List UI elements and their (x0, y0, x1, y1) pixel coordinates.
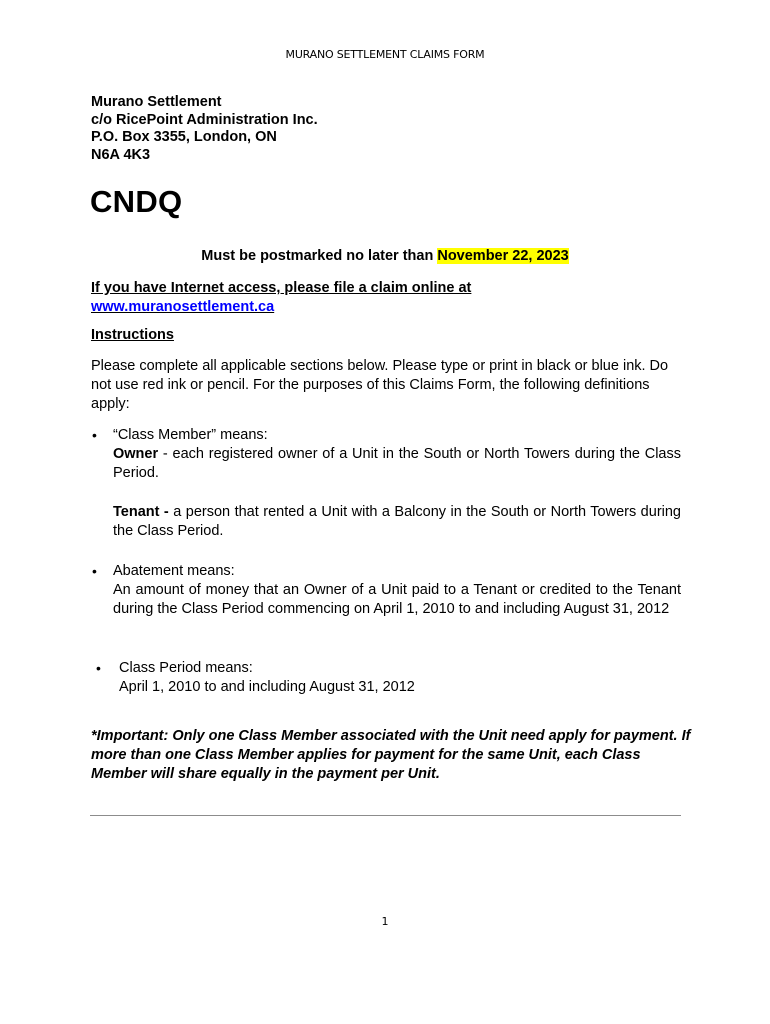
mailing-address (91, 94, 318, 164)
address-line-2: c/o RicePoint Administration Inc. (91, 111, 318, 128)
abatement-term: Abatement means: (113, 563, 235, 579)
horizontal-divider (90, 815, 681, 816)
instructions-heading: Instructions (91, 327, 174, 343)
owner-label: Owner (113, 446, 159, 462)
deadline-prefix: Must be postmarked no later than (201, 248, 438, 264)
class-period-term: Class Period means: (119, 660, 253, 676)
owner-text: - each registered owner of a Unit in the South or North Towers during the Class Period. (113, 446, 681, 481)
instructions-intro: Please complete all applicable sections below. Please type or print in black or blue ink. Do not use red ink or pencil. For the purposes of this Claims Form, the following definitions apply: (91, 358, 669, 412)
tenant-label: Tenant - (113, 504, 174, 520)
address-line-1: Murano Settlement (91, 94, 222, 110)
important-note: *Important: Only one Class Member associated with the Unit need apply for payment. If more than one Class Member applies for payment for the same Unit, each Class Member will share equally in the payment per Unit. (91, 728, 691, 782)
abatement-definition: An amount of money that an Owner of a Unit paid to a Tenant or credited to the Tenant during the Class Period commencing on April 1, 2010 to and including August 31, 2012 (113, 582, 681, 617)
deadline-date-highlight: November 22, 2023 (437, 248, 569, 264)
online-claim-text: If you have Internet access, please file a claim online at (91, 280, 472, 296)
owner-definition (113, 445, 681, 483)
bullet-class-period: • (96, 660, 101, 676)
class-member-term: “Class Member” means: (113, 427, 268, 443)
address-line-4: N6A 4K3 (91, 146, 151, 163)
bullet-abatement: • (92, 563, 97, 579)
form-code-title: CNDQ (90, 184, 183, 219)
running-header: MURANO SETTLEMENT CLAIMS FORM (285, 48, 485, 61)
tenant-definition (113, 503, 681, 541)
class-period-definition: April 1, 2010 to and including August 31, 2012 (119, 679, 415, 695)
bullet-class-member: • (92, 427, 97, 443)
postmark-deadline (0, 248, 770, 264)
online-claim-notice (91, 279, 471, 317)
page-number: 1 (381, 915, 389, 928)
tenant-text: a person that rented a Unit with a Balcony in the South or North Towers during the Class Period. (113, 504, 681, 539)
address-line-3: P.O. Box 3355, London, ON (91, 129, 277, 145)
settlement-website-link[interactable]: www.muranosettlement.ca (91, 299, 275, 315)
